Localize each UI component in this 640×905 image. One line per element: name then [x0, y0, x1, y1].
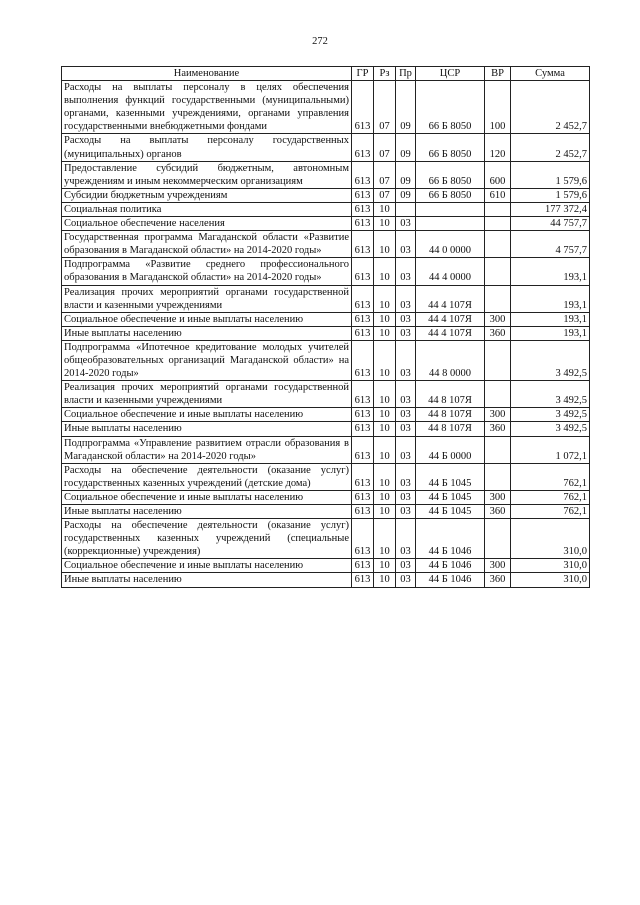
cell-pr: 03: [396, 505, 416, 519]
cell-gr: 613: [352, 202, 374, 216]
cell-vr: 610: [485, 188, 511, 202]
cell-gr: 613: [352, 258, 374, 285]
cell-pr: 09: [396, 134, 416, 161]
table-row: [62, 231, 590, 258]
table-header-row: [62, 67, 590, 81]
cell-csr: 66 Б 8050: [416, 134, 485, 161]
cell-gr: 613: [352, 326, 374, 340]
cell-sum: 44 757,7: [511, 217, 590, 231]
cell-pr: 03: [396, 573, 416, 587]
cell-name: Реализация прочих мероприятий органами государственной власти и казенными учреждениями: [62, 381, 352, 408]
cell-vr: 360: [485, 573, 511, 587]
cell-sum: 193,1: [511, 326, 590, 340]
cell-vr: 300: [485, 490, 511, 504]
cell-csr: 44 8 0000: [416, 340, 485, 380]
table-row: [62, 134, 590, 161]
cell-rz: 07: [374, 188, 396, 202]
table-row: [62, 258, 590, 285]
cell-sum: 3 492,5: [511, 381, 590, 408]
cell-pr: 09: [396, 161, 416, 188]
cell-vr: [485, 285, 511, 312]
cell-name: Подпрограмма «Развитие среднего профессионального образования в Магаданской области» на 2014-2020 годы»: [62, 258, 352, 285]
table-row: [62, 422, 590, 436]
cell-vr: 360: [485, 422, 511, 436]
table-row: [62, 436, 590, 463]
budget-table: [61, 66, 590, 588]
cell-sum: 310,0: [511, 519, 590, 559]
cell-gr: 613: [352, 381, 374, 408]
cell-gr: 613: [352, 134, 374, 161]
table-row: [62, 505, 590, 519]
cell-pr: 03: [396, 258, 416, 285]
table-row: [62, 559, 590, 573]
cell-name: Расходы на выплаты персоналу в целях обеспечения выполнения функций государственными (муниципальными) органами, казенными учреждениями, органами управления государственными внебюджетными фондами: [62, 81, 352, 134]
cell-csr: 44 4 0000: [416, 258, 485, 285]
cell-rz: 10: [374, 217, 396, 231]
cell-pr: 03: [396, 312, 416, 326]
cell-pr: 03: [396, 463, 416, 490]
cell-name: Иные выплаты населению: [62, 505, 352, 519]
cell-sum: 1 579,6: [511, 161, 590, 188]
cell-pr: 03: [396, 285, 416, 312]
table-row: [62, 490, 590, 504]
cell-name: Социальное обеспечение и иные выплаты населению: [62, 490, 352, 504]
cell-sum: 310,0: [511, 559, 590, 573]
cell-rz: 10: [374, 381, 396, 408]
cell-csr: 44 Б 1046: [416, 519, 485, 559]
cell-name: Субсидии бюджетным учреждениям: [62, 188, 352, 202]
cell-csr: 44 4 107Я: [416, 326, 485, 340]
cell-csr: 44 Б 1045: [416, 463, 485, 490]
cell-gr: 613: [352, 161, 374, 188]
cell-csr: 66 Б 8050: [416, 81, 485, 134]
cell-name: Расходы на обеспечение деятельности (оказание услуг) государственных казенных учреждений (специальные (коррекционные) учреждения): [62, 519, 352, 559]
cell-vr: 300: [485, 408, 511, 422]
cell-sum: 762,1: [511, 490, 590, 504]
cell-vr: [485, 231, 511, 258]
cell-csr: 44 Б 1045: [416, 490, 485, 504]
cell-csr: 66 Б 8050: [416, 161, 485, 188]
cell-pr: 03: [396, 490, 416, 504]
cell-sum: 1 579,6: [511, 188, 590, 202]
cell-sum: 1 072,1: [511, 436, 590, 463]
cell-pr: 03: [396, 559, 416, 573]
cell-pr: 03: [396, 231, 416, 258]
table-row: [62, 381, 590, 408]
cell-gr: 613: [352, 188, 374, 202]
table-row: [62, 573, 590, 587]
cell-vr: [485, 436, 511, 463]
cell-vr: [485, 202, 511, 216]
cell-sum: 4 757,7: [511, 231, 590, 258]
cell-pr: 03: [396, 422, 416, 436]
cell-sum: 762,1: [511, 505, 590, 519]
cell-name: Иные выплаты населению: [62, 422, 352, 436]
cell-pr: 03: [396, 217, 416, 231]
cell-gr: 613: [352, 519, 374, 559]
cell-sum: 2 452,7: [511, 81, 590, 134]
cell-gr: 613: [352, 490, 374, 504]
table-row: [62, 463, 590, 490]
cell-gr: 613: [352, 340, 374, 380]
header-name: Наименование: [62, 67, 352, 81]
cell-sum: 3 492,5: [511, 408, 590, 422]
cell-gr: 613: [352, 436, 374, 463]
cell-vr: [485, 217, 511, 231]
cell-name: Реализация прочих мероприятий органами государственной власти и казенными учреждениями: [62, 285, 352, 312]
cell-pr: [396, 202, 416, 216]
header-vr: ВР: [485, 67, 511, 81]
cell-gr: 613: [352, 217, 374, 231]
cell-sum: 193,1: [511, 258, 590, 285]
cell-vr: 600: [485, 161, 511, 188]
cell-csr: 44 0 0000: [416, 231, 485, 258]
cell-vr: 100: [485, 81, 511, 134]
cell-gr: 613: [352, 422, 374, 436]
cell-gr: 613: [352, 285, 374, 312]
cell-rz: 10: [374, 285, 396, 312]
table-row: [62, 188, 590, 202]
cell-name: Иные выплаты населению: [62, 326, 352, 340]
cell-gr: 613: [352, 559, 374, 573]
cell-pr: 03: [396, 519, 416, 559]
cell-gr: 613: [352, 312, 374, 326]
cell-vr: 120: [485, 134, 511, 161]
cell-gr: 613: [352, 505, 374, 519]
header-sum: Сумма: [511, 67, 590, 81]
header-gr: ГР: [352, 67, 374, 81]
cell-vr: [485, 258, 511, 285]
cell-name: Социальное обеспечение населения: [62, 217, 352, 231]
cell-pr: 09: [396, 188, 416, 202]
cell-rz: 10: [374, 490, 396, 504]
cell-rz: 10: [374, 340, 396, 380]
cell-sum: 193,1: [511, 312, 590, 326]
table-row: [62, 340, 590, 380]
cell-csr: [416, 202, 485, 216]
header-rz: Рз: [374, 67, 396, 81]
page-number: 272: [312, 36, 328, 47]
cell-rz: 10: [374, 422, 396, 436]
table-body: [62, 81, 590, 587]
cell-vr: 360: [485, 326, 511, 340]
cell-csr: 44 Б 1046: [416, 559, 485, 573]
cell-vr: [485, 381, 511, 408]
cell-rz: 10: [374, 326, 396, 340]
cell-csr: [416, 217, 485, 231]
cell-vr: 360: [485, 505, 511, 519]
cell-csr: 44 4 107Я: [416, 285, 485, 312]
cell-name: Социальное обеспечение и иные выплаты населению: [62, 408, 352, 422]
cell-name: Расходы на обеспечение деятельности (оказание услуг) государственных казенных учреждений (детские дома): [62, 463, 352, 490]
cell-name: Расходы на выплаты персоналу государственных (муниципальных) органов: [62, 134, 352, 161]
cell-rz: 10: [374, 202, 396, 216]
cell-name: Социальная политика: [62, 202, 352, 216]
cell-csr: 44 Б 1045: [416, 505, 485, 519]
cell-rz: 10: [374, 312, 396, 326]
cell-rz: 10: [374, 258, 396, 285]
cell-vr: [485, 463, 511, 490]
cell-rz: 10: [374, 463, 396, 490]
cell-pr: 03: [396, 326, 416, 340]
cell-csr: 44 8 107Я: [416, 408, 485, 422]
cell-rz: 07: [374, 161, 396, 188]
cell-rz: 10: [374, 408, 396, 422]
cell-name: Иные выплаты населению: [62, 573, 352, 587]
cell-rz: 10: [374, 231, 396, 258]
cell-csr: 44 Б 0000: [416, 436, 485, 463]
cell-pr: 03: [396, 436, 416, 463]
cell-sum: 193,1: [511, 285, 590, 312]
cell-sum: 2 452,7: [511, 134, 590, 161]
header-csr: ЦСР: [416, 67, 485, 81]
cell-name: Государственная программа Магаданской области «Развитие образования в Магаданской области» на 2014-2020 годы»: [62, 231, 352, 258]
cell-sum: 762,1: [511, 463, 590, 490]
table-row: [62, 312, 590, 326]
cell-vr: 300: [485, 559, 511, 573]
cell-name: Социальное обеспечение и иные выплаты населению: [62, 559, 352, 573]
cell-pr: 03: [396, 381, 416, 408]
table-row: [62, 519, 590, 559]
cell-rz: 10: [374, 519, 396, 559]
cell-name: Предоставление субсидий бюджетным, автономным учреждениям и иным некоммерческим организациям: [62, 161, 352, 188]
cell-gr: 613: [352, 573, 374, 587]
cell-rz: 10: [374, 559, 396, 573]
cell-sum: 310,0: [511, 573, 590, 587]
table-row: [62, 81, 590, 134]
table-row: [62, 202, 590, 216]
cell-csr: 44 8 107Я: [416, 381, 485, 408]
table-row: [62, 217, 590, 231]
cell-vr: [485, 519, 511, 559]
cell-gr: 613: [352, 408, 374, 422]
cell-pr: 03: [396, 340, 416, 380]
cell-rz: 07: [374, 81, 396, 134]
cell-csr: 44 Б 1046: [416, 573, 485, 587]
table-row: [62, 408, 590, 422]
cell-csr: 44 4 107Я: [416, 312, 485, 326]
cell-rz: 07: [374, 134, 396, 161]
cell-name: Подпрограмма «Ипотечное кредитование молодых учителей общеобразовательных организаций Магаданской области» на 2014-2020 годы»: [62, 340, 352, 380]
cell-sum: 3 492,5: [511, 340, 590, 380]
header-pr: Пр: [396, 67, 416, 81]
cell-gr: 613: [352, 231, 374, 258]
cell-pr: 09: [396, 81, 416, 134]
cell-name: Подпрограмма «Управление развитием отрасли образования в Магаданской области» на 2014-2020 годы»: [62, 436, 352, 463]
table-row: [62, 285, 590, 312]
cell-rz: 10: [374, 505, 396, 519]
cell-gr: 613: [352, 81, 374, 134]
cell-gr: 613: [352, 463, 374, 490]
cell-sum: 177 372,4: [511, 202, 590, 216]
cell-name: Социальное обеспечение и иные выплаты населению: [62, 312, 352, 326]
cell-rz: 10: [374, 436, 396, 463]
cell-vr: 300: [485, 312, 511, 326]
table-row: [62, 326, 590, 340]
cell-rz: 10: [374, 573, 396, 587]
cell-pr: 03: [396, 408, 416, 422]
cell-csr: 66 Б 8050: [416, 188, 485, 202]
cell-vr: [485, 340, 511, 380]
cell-sum: 3 492,5: [511, 422, 590, 436]
table-row: [62, 161, 590, 188]
cell-csr: 44 8 107Я: [416, 422, 485, 436]
